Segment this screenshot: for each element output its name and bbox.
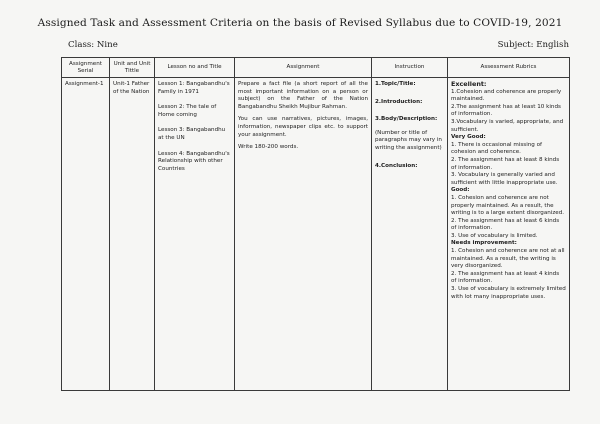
instruction-body: 3.Body/Description: — [375, 116, 438, 123]
lesson-3: Lesson 3: Bangabandhu at the UN — [158, 127, 226, 141]
rubric-needs-2: 2. The assignment has at least 4 kinds of information. — [451, 270, 560, 285]
lesson-4: Lesson 4: Bangabandhu's Relationship with other Countries — [158, 150, 230, 172]
rubric-excellent-2: 2.The assignment has at least 10 kinds of information. — [451, 103, 561, 118]
table-header-row — [62, 58, 570, 78]
rubric-needs-1: 1. Cohesion and coherence are not at all maintained. As a result, the writing is very disorganized. — [451, 248, 565, 270]
header-unit: Unit and Unit Tittle — [110, 58, 155, 78]
cell-lessons — [155, 78, 235, 391]
cell-rubrics — [448, 78, 570, 391]
subject-label: Subject: English — [497, 40, 569, 50]
class-label: Class: Nine — [68, 40, 118, 50]
rubric-very-good-2: 2. The assignment has at least 8 kinds of information. — [451, 156, 560, 171]
page-title: Assigned Task and Assessment Criteria on the basis of Revised Syllabus due to COVID-19, 2021 — [37, 17, 563, 29]
header-rubrics: Assessment Rubrics — [448, 58, 570, 78]
rubric-excellent-label: Excellent: — [451, 80, 487, 88]
cell-instruction — [372, 78, 448, 391]
assignment-task: Prepare a fact file (a short report of all the most important information on a person or subject) on the Father of the Nation Bangabandhu Sheikh Mujibur Rahman. — [238, 81, 368, 110]
header-lesson: Lesson no and Title — [155, 58, 235, 78]
rubric-very-good-1: 1. There is occasional missing of cohesion and coherence. — [451, 141, 543, 156]
rubric-excellent-3: 3.Vocabulary is varied, appropriate, and sufficient. — [451, 118, 564, 133]
rubric-good-3: 3. Use of vocabulary is limited. — [451, 232, 538, 239]
instruction-note: (Number or title of paragraphs may vary in writing the assignment) — [375, 129, 442, 151]
rubric-excellent-1: 1.Cohesion and coherence are properly maintained. — [451, 88, 562, 103]
assignment-support: You can use narratives, pictures, images, information, newspaper clips etc. to support your assignment. — [238, 116, 368, 138]
rubric-very-good-3: 3. Vocabulary is generally varied and sufficient with little inappropriate use. — [451, 172, 558, 186]
instruction-intro: 2.Introduction: — [375, 98, 423, 105]
header-instruction: Instruction — [372, 58, 448, 78]
rubric-needs-3: 3. Use of vocabulary is extremely limited with lot many inappropriate uses. — [451, 286, 566, 300]
header-assignment: Assignment — [235, 58, 372, 78]
lesson-2: Lesson 2: The tale of Home coming — [158, 104, 217, 118]
rubric-very-good-label: Very Good: — [451, 134, 486, 141]
cell-serial: Assignment-1 — [62, 78, 110, 391]
rubric-needs-label: Needs improvement: — [451, 240, 517, 247]
lesson-1: Lesson 1: Bangabandhu's Family in 1971 — [158, 81, 230, 95]
assignment-word-count: Write 180-200 words. — [238, 144, 299, 151]
instruction-conclusion: 4.Conclusion: — [375, 162, 418, 169]
rubric-good-1: 1. Cohesion and coherence are not properly maintained. As a result, the writing is to a large extent disorganized. — [451, 194, 565, 217]
rubric-good-2: 2. The assignment has at least 6 kinds of information. — [451, 217, 560, 232]
header-assignment-serial: Assignment Serial — [62, 58, 110, 78]
rubric-good-label: Good: — [451, 187, 470, 194]
cell-assignment — [235, 78, 372, 391]
assessment-table — [61, 57, 570, 391]
instruction-topic: 1.Topic/Title: — [375, 81, 416, 87]
cell-unit: Unit-1 Father of the Nation — [110, 78, 155, 391]
table-row — [62, 78, 570, 391]
